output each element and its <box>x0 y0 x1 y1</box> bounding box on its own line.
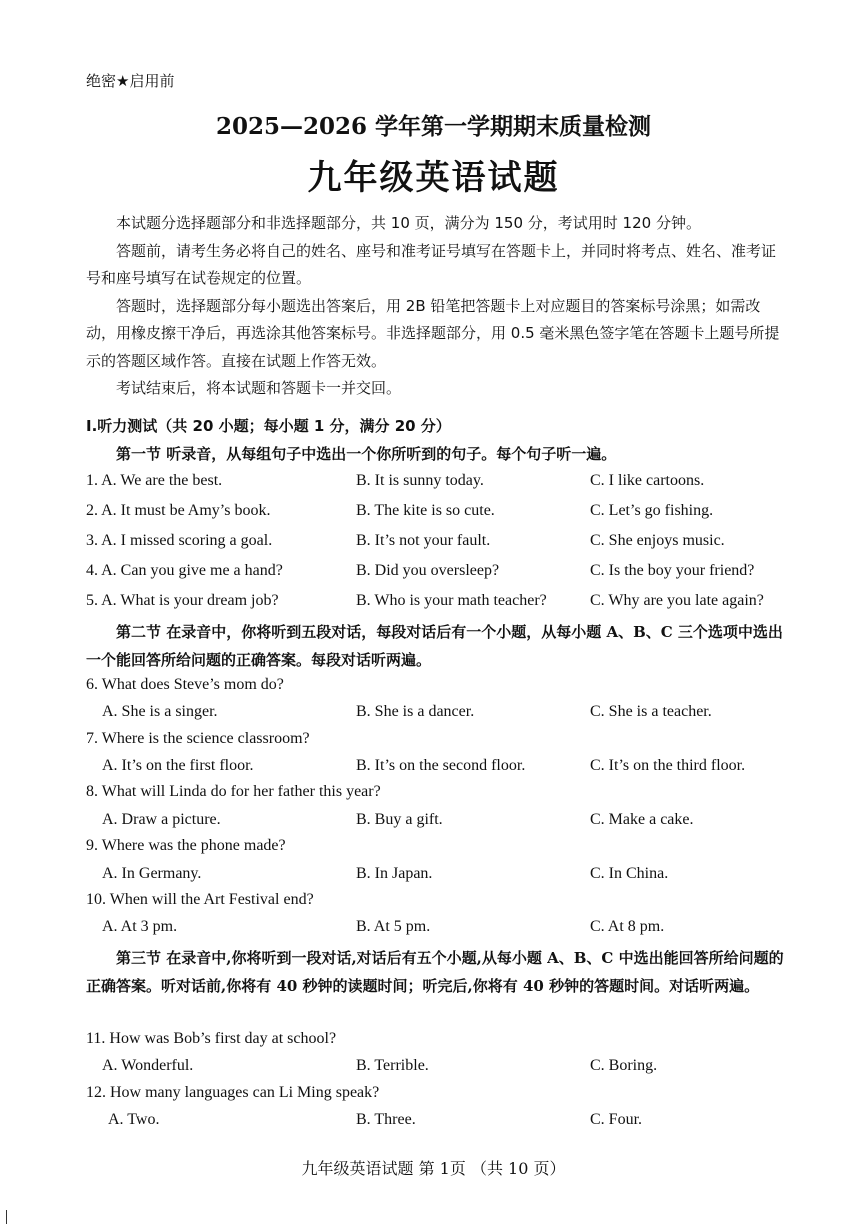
option-a: A. Two. <box>108 1111 160 1128</box>
option-a: A. In Germany. <box>102 865 202 882</box>
option-c: C. In China. <box>590 865 669 882</box>
section-heading: I.听力测试（共 20 小题；每小题 1 分，满分 20 分） <box>86 417 451 435</box>
question-stem: 6. What does Steve’s mom do? <box>86 676 284 693</box>
option-a: A. It’s on the first floor. <box>102 757 254 774</box>
option-c: C. She is a teacher. <box>590 703 712 720</box>
option-c: C. Boring. <box>590 1057 658 1074</box>
scan-mark <box>6 1210 7 1224</box>
option-b: B. In Japan. <box>356 865 433 882</box>
option-c: C. She enjoys music. <box>590 532 725 549</box>
page-footer: 九年级英语试题 第 1页 （共 10 页） <box>301 1159 566 1178</box>
question-row <box>86 811 786 837</box>
option-c: C. Is the boy your friend? <box>590 562 755 579</box>
option-c: C. It’s on the third floor. <box>590 757 746 774</box>
question-stem: 9. Where was the phone made? <box>86 837 286 854</box>
option-a: 4. A. Can you give me a hand? <box>86 562 283 579</box>
option-a: 2. A. It must be Amy’s book. <box>86 502 271 519</box>
question-stem: 11. How was Bob’s first day at school? <box>86 1030 337 1047</box>
instruction-paragraph: 考试结束后，将本试题和答题卡一并交回。 <box>116 379 402 397</box>
option-c: C. Let’s go fishing. <box>590 502 714 519</box>
part1-instruction: 第一节 听录音，从每组句子中选出一个你所听到的句子。每个句子听一遍。 <box>116 445 617 463</box>
option-a: 5. A. What is your dream job? <box>86 592 279 609</box>
option-a: A. Wonderful. <box>102 1057 194 1074</box>
option-b: B. It’s on the second floor. <box>356 757 526 774</box>
instructions <box>86 210 786 403</box>
question-row <box>86 502 786 528</box>
option-b: B. Buy a gift. <box>356 811 443 828</box>
option-a: 3. A. I missed scoring a goal. <box>86 532 273 549</box>
question-stem: 12. How many languages can Li Ming speak? <box>86 1084 380 1101</box>
option-c: C. Make a cake. <box>590 811 694 828</box>
option-c: C. At 8 pm. <box>590 918 665 935</box>
option-b: B. Who is your math teacher? <box>356 592 547 609</box>
part2-instruction: 第二节 在录音中，你将听到五段对话，每段对话后有一个小题，从每小题 A、B、C 三个选项中选出一个能回答所给问题的正确答案。每段对话听两遍。 <box>86 623 783 669</box>
question-row <box>86 472 786 498</box>
question-row <box>86 532 786 558</box>
question-row <box>86 757 786 783</box>
confidential-label: 绝密★启用前 <box>86 72 175 90</box>
option-a: 1. A. We are the best. <box>86 472 223 489</box>
option-b: B. Did you oversleep? <box>356 562 500 579</box>
question-row <box>86 1057 786 1083</box>
question-row <box>86 865 786 891</box>
option-a: A. At 3 pm. <box>102 918 178 935</box>
question-row <box>86 1111 786 1137</box>
question-stem: 8. What will Linda do for her father this year? <box>86 783 381 800</box>
option-c: C. Why are you late again? <box>590 592 764 609</box>
question-stem: 10. When will the Art Festival end? <box>86 891 314 908</box>
question-row <box>86 592 786 618</box>
question-row <box>86 703 786 729</box>
exam-subject-title: 九年级英语试题 <box>307 158 560 198</box>
option-b: B. It’s not your fault. <box>356 532 491 549</box>
question-row <box>86 562 786 588</box>
instruction-paragraph: 答题前，请考生务必将自己的姓名、座号和准考证号填写在答题卡上，并同时将考点、姓名、准考证号和座号填写在试卷规定的位置。 <box>86 241 777 287</box>
option-a: A. She is a singer. <box>102 703 218 720</box>
question-stem: 7. Where is the science classroom? <box>86 730 310 747</box>
exam-title: 2025—2026 学年第一学期期末质量检测 <box>215 113 652 140</box>
option-b: B. At 5 pm. <box>356 918 431 935</box>
question-row <box>86 918 786 944</box>
option-c: C. Four. <box>590 1111 643 1128</box>
option-b: B. It is sunny today. <box>356 472 484 489</box>
option-b: B. Terrible. <box>356 1057 429 1074</box>
option-b: B. She is a dancer. <box>356 703 475 720</box>
option-a: A. Draw a picture. <box>102 811 221 828</box>
part3-instruction: 第三节 在录音中,你将听到一段对话,对话后有五个小题,从每小题 A、B、C 中选出能回答所给问题的正确答案。听对话前,你将有 40 秒钟的读题时间；听完后,你将有 40 秒钟的答题时间。对话听两遍。 <box>86 949 784 995</box>
instruction-paragraph: 答题时，选择题部分每小题选出答案后，用 2B 铅笔把答题卡上对应题目的答案标号涂黑；如需改动，用橡皮擦干净后，再选涂其他答案标号。非选择题部分，用 0.5 毫米黑色签字笔在答题卡上题号所提示的答题区域作答。直接在试题上作答无效。 <box>86 296 780 370</box>
option-b: B. Three. <box>356 1111 416 1128</box>
instruction-paragraph: 本试题分选择题部分和非选择题部分，共 10 页，满分为 150 分，考试用时 120 分钟。 <box>116 214 701 232</box>
option-c: C. I like cartoons. <box>590 472 705 489</box>
option-b: B. The kite is so cute. <box>356 502 495 519</box>
